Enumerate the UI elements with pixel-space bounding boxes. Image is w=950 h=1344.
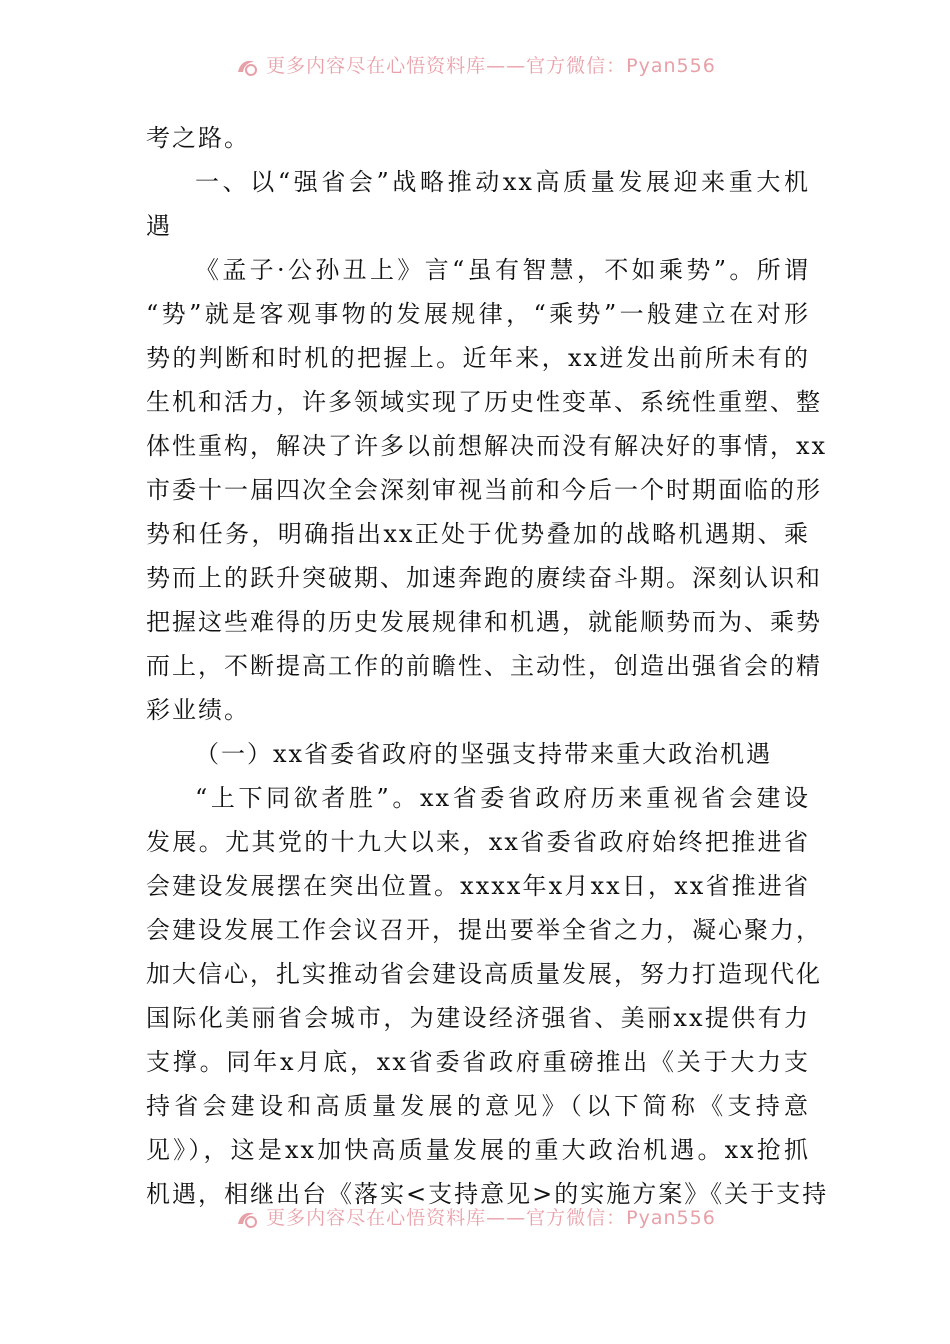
text-line: 持省会建设和高质量发展的意见》（以下简称《支持意: [146, 1092, 810, 1120]
watermark-logo-icon: [234, 56, 260, 78]
text-line: 势和任务，明确指出xx正处于优势叠加的战略机遇期、乘: [146, 520, 810, 548]
text-line: 势的判断和时机的把握上。近年来，xx迸发出前所未有的: [146, 344, 810, 372]
watermark-text: 更多内容尽在心悟资料库——官方微信：Pyan556: [266, 56, 716, 77]
text-line: 生机和活力，许多领域实现了历史性变革、系统性重塑、整: [146, 388, 822, 416]
text-line: 机遇，相继出台《落实<支持意见>的实施方案》《关于支持: [146, 1180, 829, 1208]
paragraph-support: [146, 776, 829, 1216]
text-line: 支撑。同年x月底，xx省委省政府重磅推出《关于大力支: [146, 1048, 810, 1076]
text-line: 考之路。: [146, 124, 250, 152]
text-line: “势”就是客观事物的发展规律，“乘势”一般建立在对形: [146, 300, 810, 328]
text-line: 市委十一届四次全会深刻审视当前和今后一个时期面临的形: [146, 476, 822, 504]
watermark-logo-icon: [234, 1208, 260, 1230]
text-line: 发展。尤其党的十九大以来，xx省委省政府始终把推进省: [146, 828, 810, 856]
text-line: 会建设发展摆在突出位置。xxxx年x月xx日，xx省推进省: [146, 872, 810, 900]
watermark-top: [0, 56, 950, 78]
text-line: 而上，不断提高工作的前瞻性、主动性，创造出强省会的精: [146, 652, 822, 680]
document-body: [146, 116, 829, 1216]
text-line: 一、以“强省会”战略推动xx高质量发展迎来重大机: [195, 168, 810, 196]
text-line: 国际化美丽省会城市，为建设经济强省、美丽xx提供有力: [146, 1004, 810, 1032]
text-line: 会建设发展工作会议召开，提出要举全省之力，凝心聚力，: [146, 916, 822, 944]
text-line: 《孟子·公孙丑上》言“虽有智慧，不如乘势”。所谓: [195, 256, 810, 284]
text-line: 把握这些难得的历史发展规律和机遇，就能顺势而为、乘势: [146, 608, 822, 636]
watermark-text: 更多内容尽在心悟资料库——官方微信：Pyan556: [266, 1208, 716, 1229]
text-line: 彩业绩。: [146, 696, 250, 724]
text-line: “上下同欲者胜”。xx省委省政府历来重视省会建设: [195, 784, 810, 812]
text-line: 加大信心，扎实推动省会建设高质量发展，努力打造现代化: [146, 960, 822, 988]
section-heading-2: [146, 732, 810, 776]
text-line: 见》），这是xx加快高质量发展的重大政治机遇。xx抢抓: [146, 1136, 810, 1164]
paragraph-continuation: [146, 116, 810, 160]
paragraph-mencius: [146, 248, 828, 732]
text-line: 势而上的跃升突破期、加速奔跑的赓续奋斗期。深刻认识和: [146, 564, 822, 592]
text-line: 遇: [146, 212, 172, 240]
section-heading-1: [146, 160, 810, 248]
text-line: 体性重构，解决了许多以前想解决而没有解决好的事情，xx: [146, 432, 828, 460]
text-line: （一）xx省委省政府的坚强支持带来重大政治机遇: [195, 740, 773, 768]
watermark-bottom: [0, 1208, 950, 1230]
